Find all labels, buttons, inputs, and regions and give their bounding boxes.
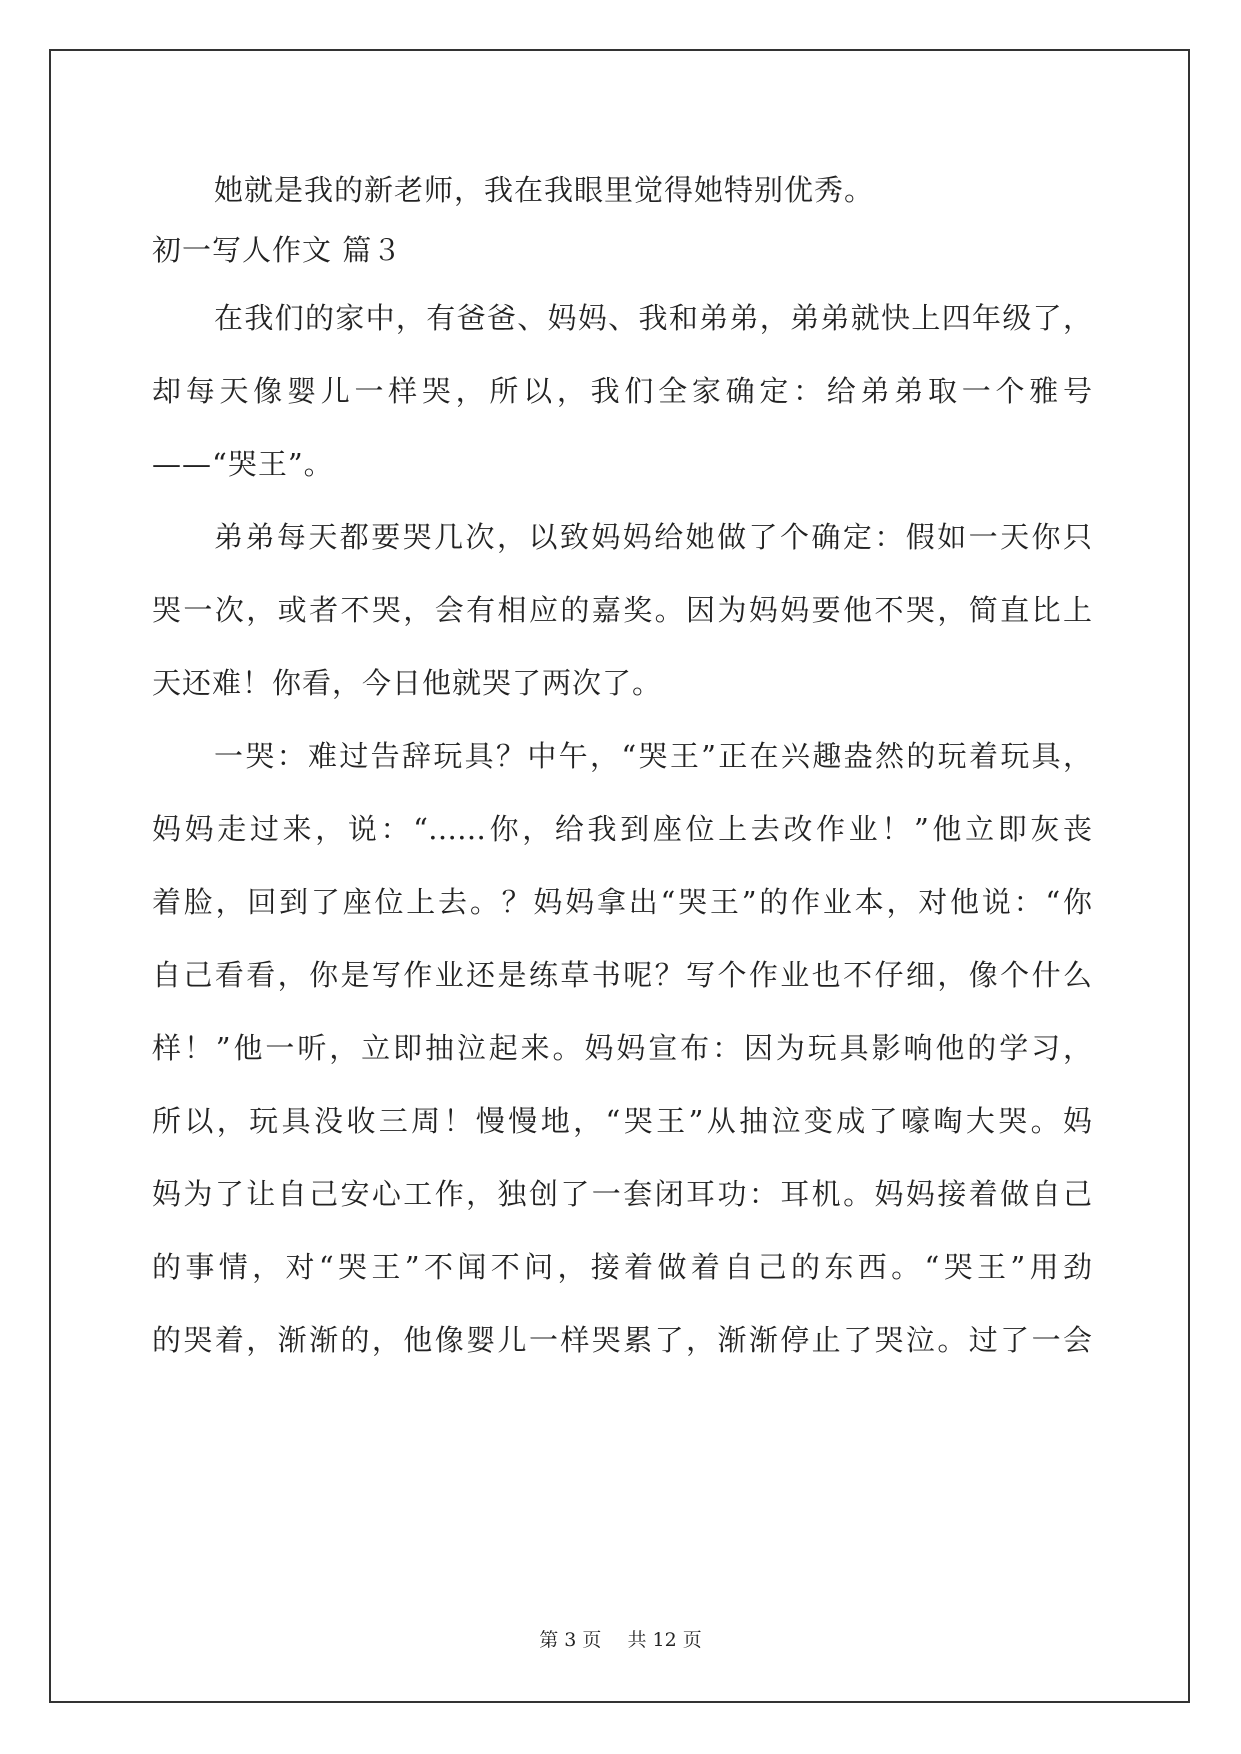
paragraph-line: 所以，玩具没收三周！慢慢地，“哭王”从抽泣变成了嚎啕大哭。妈 [152,1104,1092,1138]
paragraph-line: 天还难！你看，今日他就哭了两次了。 [152,666,663,700]
paragraph-line: 哭一次，或者不哭，会有相应的嘉奖。因为妈妈要他不哭，简直比上 [152,593,1092,627]
paragraph-line: 的哭着，渐渐的，他像婴儿一样哭累了，渐渐停止了哭泣。过了一会 [152,1323,1092,1357]
paragraph-line: 的事情，对“哭王”不闻不问，接着做着自己的东西。“哭王”用劲 [152,1250,1092,1284]
paragraph-line: 自己看看，你是写作业还是练草书呢？写个作业也不仔细，像个什么 [152,958,1092,992]
paragraph-line: 妈为了让自己安心工作，独创了一套闭耳功：耳机。妈妈接着做自己 [152,1177,1092,1211]
paragraph-line: 妈妈走过来，说：“……你，给我到座位上去改作业！”他立即灰丧 [152,812,1092,846]
paragraph-line: 样！”他一听，立即抽泣起来。妈妈宣布：因为玩具影响他的学习， [152,1031,1092,1065]
page-footer [0,1628,1241,1652]
section-heading: 初一写人作文 篇３ [152,233,403,267]
paragraph-line: 一哭：难过告辞玩具？中午，“哭王”正在兴趣盎然的玩着玩具， [214,739,1092,773]
paragraph-line: 在我们的家中，有爸爸、妈妈、我和弟弟，弟弟就快上四年级了， [214,301,1092,335]
paragraph-line: 却每天像婴儿一样哭，所以，我们全家确定：给弟弟取一个雅号 [152,374,1092,408]
paragraph-line: 弟弟每天都要哭几次，以致妈妈给她做了个确定：假如一天你只 [214,520,1092,554]
page-number: 第 3 页 [539,1629,602,1651]
page-total: 共 12 页 [627,1629,702,1651]
paragraph-line: 她就是我的新老师，我在我眼里觉得她特别优秀。 [214,173,875,207]
paragraph-line: 着脸，回到了座位上去。？妈妈拿出“哭王”的作业本，对他说：“你 [152,885,1092,919]
paragraph-line: ——“哭王”。 [152,447,334,481]
